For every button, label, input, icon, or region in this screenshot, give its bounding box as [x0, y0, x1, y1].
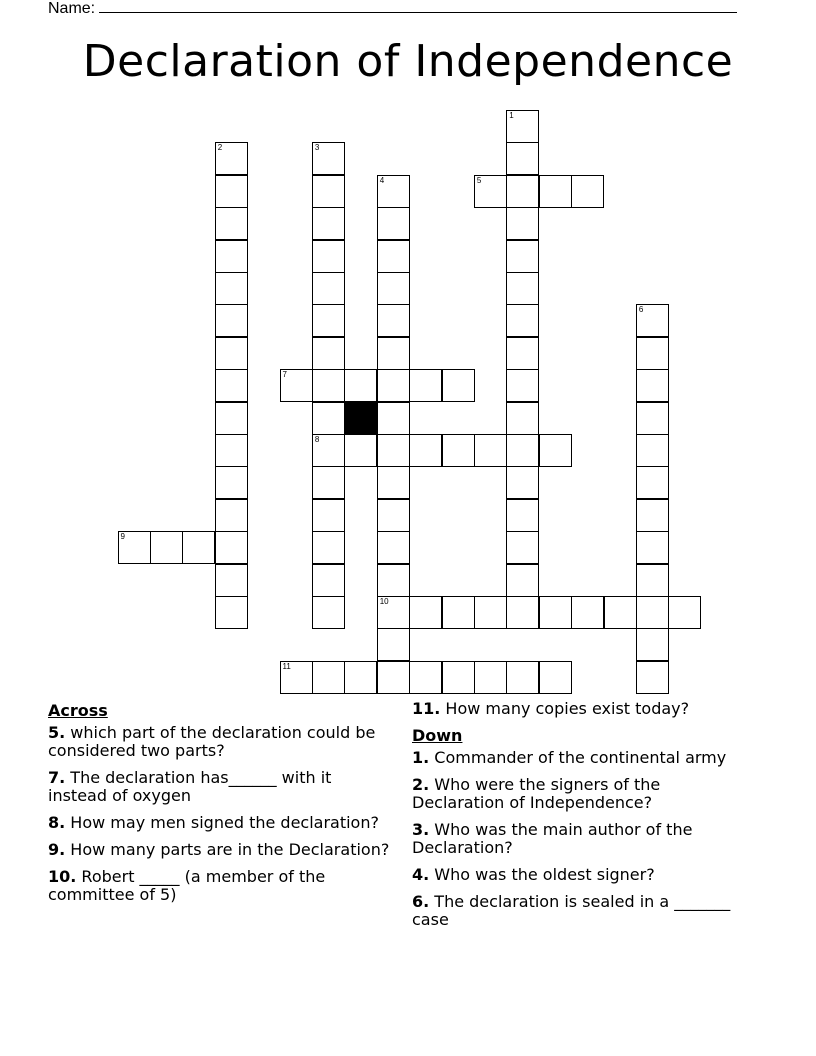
grid-cell[interactable] [571, 596, 604, 629]
grid-cell[interactable] [377, 240, 410, 273]
grid-cell[interactable] [442, 369, 475, 402]
grid-cell[interactable] [636, 369, 669, 402]
grid-cell[interactable] [312, 661, 345, 694]
clue-number: 10. [48, 867, 77, 886]
grid-cell[interactable] [539, 175, 572, 208]
grid-cell[interactable] [312, 596, 345, 629]
grid-cell[interactable] [474, 596, 507, 629]
grid-cell[interactable] [118, 531, 151, 564]
grid-cell[interactable] [377, 207, 410, 240]
grid-cell[interactable] [215, 596, 248, 629]
grid-cell[interactable] [377, 628, 410, 661]
grid-cell[interactable] [312, 207, 345, 240]
grid-cell[interactable] [312, 175, 345, 208]
cell-number: 8 [314, 435, 320, 444]
grid-cell[interactable] [539, 596, 572, 629]
clue-text: Who were the signers of the Declaration of Independence? [412, 775, 661, 812]
clue-text: which part of the declaration could be considered two parts? [48, 723, 376, 760]
grid-cell[interactable] [506, 337, 539, 370]
clue-text: Commander of the continental army [429, 748, 727, 767]
clue-down-2 [412, 776, 742, 812]
grid-cell[interactable] [215, 142, 248, 175]
clue-text: Who was the oldest signer? [429, 865, 655, 884]
cell-number: 4 [379, 175, 385, 185]
cell-number: 11 [282, 661, 291, 671]
clue-number: 8. [48, 813, 66, 832]
across-heading: Across [48, 701, 108, 720]
grid-cell[interactable] [636, 564, 669, 597]
grid-cell[interactable] [506, 142, 539, 175]
grid-cell[interactable] [377, 499, 410, 532]
grid-cell[interactable] [474, 661, 507, 694]
clue-number: 4. [412, 865, 430, 884]
clue-text: How many parts are in the Declaration? [65, 840, 390, 859]
clue-down-4 [412, 866, 742, 884]
grid-cell[interactable] [215, 175, 248, 208]
grid-cell[interactable] [377, 369, 410, 402]
grid-cell[interactable] [636, 337, 669, 370]
clue-down-1 [412, 749, 742, 767]
grid-cell[interactable] [506, 175, 539, 208]
grid-cell[interactable] [215, 272, 248, 305]
cell-number: 1 [509, 111, 514, 120]
grid-cell[interactable] [506, 499, 539, 532]
grid-cell[interactable] [506, 531, 539, 564]
grid-cell[interactable] [312, 337, 345, 370]
cell-number: 5 [476, 175, 482, 185]
grid-cell[interactable] [506, 369, 539, 402]
clue-number: 2. [412, 775, 430, 794]
name-label: Name: [48, 0, 96, 17]
cell-number: 2 [217, 143, 223, 153]
grid-cell[interactable] [506, 402, 539, 435]
grid-cell[interactable] [215, 434, 248, 467]
grid-cell[interactable] [215, 402, 248, 435]
grid-cell[interactable] [506, 110, 539, 143]
clue-number: 11. [412, 699, 441, 718]
clue-across-8 [48, 814, 393, 832]
cell-number: 7 [282, 370, 287, 380]
grid-cell[interactable] [636, 304, 669, 337]
grid-cell[interactable] [377, 175, 410, 208]
grid-cell[interactable] [215, 531, 248, 564]
clue-down-6 [412, 893, 742, 929]
grid-cell[interactable] [409, 661, 442, 694]
clue-across-10 [48, 868, 393, 904]
grid-cell[interactable] [344, 369, 377, 402]
grid-cell[interactable] [636, 596, 669, 629]
cell-number: 10 [379, 597, 389, 606]
clue-number: 5. [48, 723, 66, 742]
clue-number: 1. [412, 748, 430, 767]
grid-cell[interactable] [506, 596, 539, 629]
down-heading: Down [412, 726, 463, 745]
grid-cell[interactable] [312, 402, 345, 435]
grid-cell[interactable] [344, 661, 377, 694]
clue-across-9 [48, 841, 393, 859]
down-clues [412, 700, 742, 938]
clue-text: How may men signed the declaration? [65, 813, 379, 832]
grid-cell[interactable] [636, 531, 669, 564]
clue-text: Who was the main author of the Declaration? [412, 820, 693, 857]
grid-cell[interactable] [280, 661, 313, 694]
grid-cell[interactable] [474, 434, 507, 467]
grid-cell[interactable] [182, 531, 215, 564]
grid-cell[interactable] [215, 207, 248, 240]
grid-cell[interactable] [539, 434, 572, 467]
grid-cell[interactable] [215, 499, 248, 532]
grid-cell[interactable] [474, 175, 507, 208]
grid-cell[interactable] [377, 466, 410, 499]
clue-across-7 [48, 769, 393, 805]
grid-cell[interactable] [150, 531, 183, 564]
grid-cell[interactable] [312, 142, 345, 175]
grid-cell[interactable] [506, 661, 539, 694]
grid-cell[interactable] [636, 661, 669, 694]
across-clues [48, 700, 393, 913]
clue-number: 9. [48, 840, 66, 859]
grid-cell[interactable] [409, 369, 442, 402]
grid-cell[interactable] [312, 434, 345, 467]
grid-cell[interactable] [312, 369, 345, 402]
grid-cell[interactable] [215, 304, 248, 337]
grid-cell[interactable] [636, 466, 669, 499]
grid-cell[interactable] [506, 434, 539, 467]
clue-across-11 [412, 700, 742, 718]
grid-cell[interactable] [215, 369, 248, 402]
grid-cell[interactable] [571, 175, 604, 208]
grid-cell[interactable] [409, 596, 442, 629]
grid-cell[interactable] [442, 596, 475, 629]
grid-cell[interactable] [377, 337, 410, 370]
clue-text: Robert _____ (a member of the committee of 5) [48, 867, 326, 904]
clue-across-5 [48, 724, 393, 760]
grid-cell[interactable] [539, 661, 572, 694]
grid-cell[interactable] [636, 628, 669, 661]
grid-cell[interactable] [312, 499, 345, 532]
grid-cell[interactable] [312, 272, 345, 305]
grid-cell[interactable] [215, 337, 248, 370]
grid-cell[interactable] [377, 596, 410, 629]
grid-cell[interactable] [377, 531, 410, 564]
grid-cell[interactable] [506, 207, 539, 240]
grid-cell[interactable] [312, 531, 345, 564]
grid-cell[interactable] [377, 304, 410, 337]
grid-cell[interactable] [506, 564, 539, 597]
grid-cell[interactable] [442, 661, 475, 694]
grid-cell[interactable] [344, 434, 377, 467]
black-cell [344, 402, 377, 435]
grid-cell[interactable] [377, 434, 410, 467]
clue-number: 3. [412, 820, 430, 839]
clue-text: The declaration has______ with it instead of oxygen [48, 768, 332, 805]
grid-cell[interactable] [280, 369, 313, 402]
grid-cell[interactable] [215, 240, 248, 273]
grid-cell[interactable] [312, 304, 345, 337]
grid-cell[interactable] [215, 564, 248, 597]
cell-number: 9 [120, 532, 125, 542]
grid-cell[interactable] [506, 304, 539, 337]
clue-text: The declaration is sealed in a _______ case [412, 892, 731, 929]
clue-number: 6. [412, 892, 430, 911]
grid-cell[interactable] [604, 596, 637, 629]
grid-cell[interactable] [506, 466, 539, 499]
clue-down-3 [412, 821, 742, 857]
grid-cell[interactable] [312, 240, 345, 273]
grid-cell[interactable] [409, 434, 442, 467]
cell-number: 3 [314, 143, 320, 153]
grid-cell[interactable] [377, 661, 410, 694]
grid-cell[interactable] [636, 402, 669, 435]
grid-cell[interactable] [506, 272, 539, 305]
grid-cell[interactable] [377, 564, 410, 597]
grid-cell[interactable] [668, 596, 701, 629]
grid-cell[interactable] [506, 240, 539, 273]
puzzle-title: Declaration of Independence [82, 36, 734, 87]
grid-cell[interactable] [215, 466, 248, 499]
grid-cell[interactable] [312, 564, 345, 597]
grid-cell[interactable] [312, 466, 345, 499]
grid-cell[interactable] [377, 402, 410, 435]
grid-cell[interactable] [636, 499, 669, 532]
grid-cell[interactable] [636, 434, 669, 467]
cell-number: 6 [638, 305, 644, 315]
clue-number: 7. [48, 768, 66, 787]
clue-text: How many copies exist today? [440, 699, 690, 718]
grid-cell[interactable] [442, 434, 475, 467]
grid-cell[interactable] [377, 272, 410, 305]
